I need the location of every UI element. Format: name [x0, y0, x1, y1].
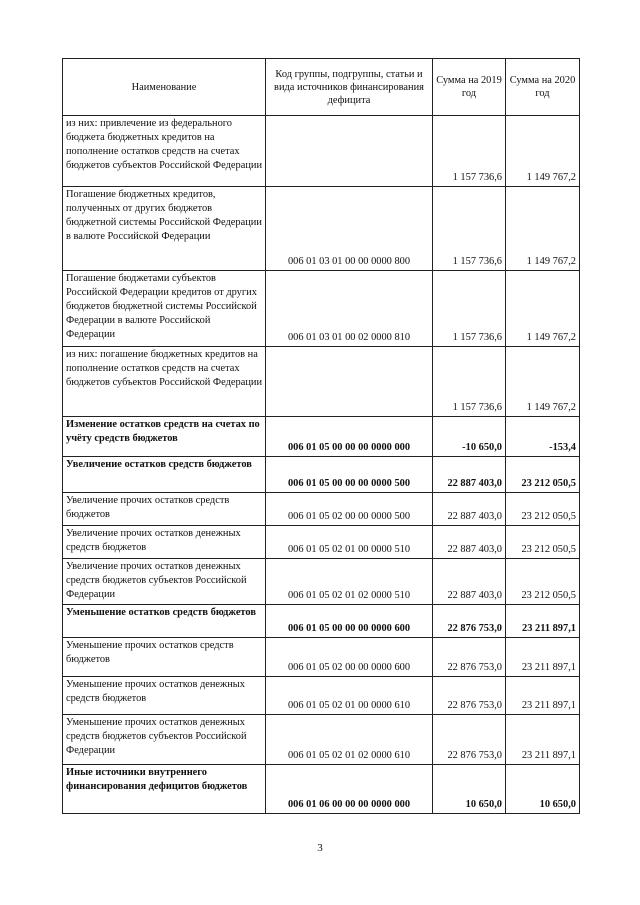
row-code-cell: 006 01 03 01 00 02 0000 810: [266, 271, 433, 347]
row-2019-cell: 1 157 736,6: [433, 271, 506, 347]
header-code: Код группы, подгруппы, статьи и вида источников финансирования дефицита: [266, 59, 433, 116]
row-name-cell: Изменение остатков средств на счетах по учёту средств бюджетов: [63, 417, 266, 457]
table-row: [63, 677, 580, 715]
table-row: [63, 765, 580, 814]
table-row: [63, 638, 580, 677]
row-2020-cell: 23 211 897,1: [506, 715, 580, 765]
row-2019-cell: 22 887 403,0: [433, 526, 506, 559]
row-2020-cell: 23 212 050,5: [506, 493, 580, 526]
page-number: 3: [317, 842, 323, 854]
row-name-cell: из них: погашение бюджетных кредитов на пополнение остатков средств на счетах бюджетов субъектов Российской Федерации: [63, 347, 266, 417]
table-row: [63, 457, 580, 493]
row-name-cell: Иные источники внутреннего финансирования дефицитов бюджетов: [63, 765, 266, 814]
row-name-cell: Погашение бюджетных кредитов, полученных от других бюджетов бюджетной системы Российской Федерации в валюте Российской Федерации: [63, 187, 266, 271]
row-code-cell: 006 01 05 02 01 02 0000 510: [266, 559, 433, 605]
row-2020-cell: -153,4: [506, 417, 580, 457]
row-2019-cell: -10 650,0: [433, 417, 506, 457]
table-row: [63, 347, 580, 417]
table-row: [63, 187, 580, 271]
row-2020-cell: 1 149 767,2: [506, 116, 580, 187]
row-2019-cell: 1 157 736,6: [433, 116, 506, 187]
header-name: Наименование: [63, 59, 266, 116]
row-code-cell: 006 01 05 00 00 00 0000 600: [266, 605, 433, 638]
row-code-cell: 006 01 03 01 00 00 0000 800: [266, 187, 433, 271]
row-code-cell: 006 01 05 02 00 00 0000 600: [266, 638, 433, 677]
row-2020-cell: 23 212 050,5: [506, 526, 580, 559]
row-2019-cell: 10 650,0: [433, 765, 506, 814]
row-code-cell: 006 01 05 02 00 00 0000 500: [266, 493, 433, 526]
row-code-cell: 006 01 05 02 01 00 0000 510: [266, 526, 433, 559]
table-header-row: [63, 59, 580, 116]
row-2020-cell: 23 211 897,1: [506, 638, 580, 677]
header-2019: Сумма на 2019 год: [433, 59, 506, 116]
table-body: [63, 116, 580, 814]
table-row: [63, 526, 580, 559]
row-name-cell: Уменьшение прочих остатков средств бюджетов: [63, 638, 266, 677]
table-row: [63, 271, 580, 347]
table-row: [63, 715, 580, 765]
row-code-cell: [266, 116, 433, 187]
table-row: [63, 493, 580, 526]
row-2019-cell: 1 157 736,6: [433, 347, 506, 417]
row-name-cell: Уменьшение прочих остатков денежных средств бюджетов: [63, 677, 266, 715]
row-2020-cell: 1 149 767,2: [506, 187, 580, 271]
row-2020-cell: 10 650,0: [506, 765, 580, 814]
row-2020-cell: 23 212 050,5: [506, 457, 580, 493]
row-code-cell: 006 01 05 00 00 00 0000 500: [266, 457, 433, 493]
row-2019-cell: 22 876 753,0: [433, 605, 506, 638]
row-2019-cell: 1 157 736,6: [433, 187, 506, 271]
budget-sources-table: [62, 58, 580, 814]
row-code-cell: 006 01 05 00 00 00 0000 000: [266, 417, 433, 457]
row-2020-cell: 23 212 050,5: [506, 559, 580, 605]
table-row: [63, 417, 580, 457]
row-code-cell: 006 01 05 02 01 02 0000 610: [266, 715, 433, 765]
row-2019-cell: 22 876 753,0: [433, 638, 506, 677]
row-2019-cell: 22 876 753,0: [433, 715, 506, 765]
row-name-cell: Увеличение прочих остатков денежных средств бюджетов: [63, 526, 266, 559]
header-2020: Сумма на 2020 год: [506, 59, 580, 116]
row-name-cell: Уменьшение прочих остатков денежных средств бюджетов субъектов Российской Федерации: [63, 715, 266, 765]
row-name-cell: Увеличение прочих остатков денежных средств бюджетов субъектов Российской Федерации: [63, 559, 266, 605]
row-name-cell: Погашение бюджетами субъектов Российской Федерации кредитов от других бюджетов бюджетной системы Российской Федерации в валюте Российской Федерации: [63, 271, 266, 347]
row-code-cell: 006 01 05 02 01 00 0000 610: [266, 677, 433, 715]
row-code-cell: [266, 347, 433, 417]
row-code-cell: 006 01 06 00 00 00 0000 000: [266, 765, 433, 814]
row-2019-cell: 22 876 753,0: [433, 677, 506, 715]
table-row: [63, 605, 580, 638]
row-2020-cell: 23 211 897,1: [506, 605, 580, 638]
row-2020-cell: 23 211 897,1: [506, 677, 580, 715]
row-2019-cell: 22 887 403,0: [433, 493, 506, 526]
table-row: [63, 559, 580, 605]
row-2019-cell: 22 887 403,0: [433, 457, 506, 493]
row-name-cell: из них: привлечение из федерального бюджета бюджетных кредитов на пополнение остатков средств на счетах бюджетов субъектов Российской Федерации: [63, 116, 266, 187]
table-row: [63, 116, 580, 187]
row-name-cell: Увеличение прочих остатков средств бюджетов: [63, 493, 266, 526]
row-name-cell: Уменьшение остатков средств бюджетов: [63, 605, 266, 638]
row-2020-cell: 1 149 767,2: [506, 347, 580, 417]
row-2019-cell: 22 887 403,0: [433, 559, 506, 605]
row-2020-cell: 1 149 767,2: [506, 271, 580, 347]
row-name-cell: Увеличение остатков средств бюджетов: [63, 457, 266, 493]
